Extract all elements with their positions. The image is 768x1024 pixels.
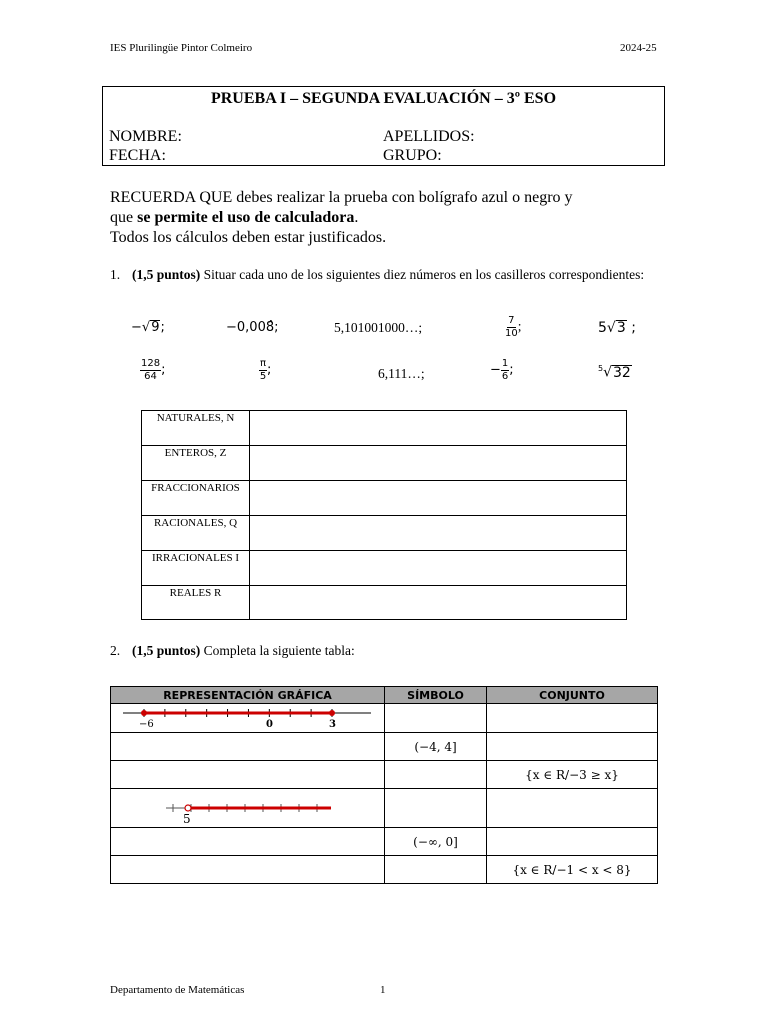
reminder-line-2: que se permite el uso de calculadora. (110, 209, 359, 226)
table-row (142, 586, 627, 620)
set-cell (487, 828, 658, 856)
table-row (111, 761, 658, 789)
set-cell: {x ∈ R/−3 ≥ x} (487, 761, 658, 789)
school-name: IES Plurilingüe Pintor Colmeiro (110, 42, 253, 54)
table-row (142, 516, 627, 551)
school-year: 2024-25 (620, 42, 657, 54)
question-1-points: (1,5 puntos) (132, 267, 201, 282)
nombre-label: NOMBRE: (109, 128, 182, 145)
set-answer-cell[interactable] (250, 551, 627, 586)
header-graphic: REPRESENTACIÓN GRÁFICA (111, 687, 385, 704)
number-pi-5: $\frac{\pi}{5}$ ; (259, 358, 272, 382)
set-answer-cell[interactable] (250, 586, 627, 620)
graphic-cell (111, 828, 385, 856)
table-row (111, 733, 658, 761)
set-answer-cell[interactable] (250, 481, 627, 516)
set-answer-cell[interactable] (250, 516, 627, 551)
set-cell (487, 733, 658, 761)
set-cell (487, 789, 658, 828)
graphic-cell (111, 856, 385, 884)
table-row (142, 411, 627, 446)
set-label: FRACCIONARIOS (142, 481, 250, 516)
symbol-cell: (−∞, 0] (385, 828, 487, 856)
number-6111: 6,111…; (378, 366, 425, 381)
title-box (102, 86, 665, 166)
set-label: NATURALES, N (142, 411, 250, 446)
graphic-cell (111, 789, 385, 828)
set-label: ENTEROS, Z (142, 446, 250, 481)
number-5101001000: 5,101001000…; (334, 320, 423, 335)
closed-endpoint (329, 710, 335, 716)
page-number: 1 (380, 984, 386, 996)
header-set: CONJUNTO (487, 687, 658, 704)
reminder (110, 188, 670, 248)
grupo-label: GRUPO: (383, 147, 442, 164)
number-128-64: $\frac{128}{64}$ ; (141, 358, 166, 382)
question-1-text: Situar cada uno de los siguientes diez números en los casilleros correspondientes: (200, 267, 645, 282)
number-sets-table (141, 410, 627, 620)
fecha-label: FECHA: (109, 147, 166, 164)
table-row (142, 446, 627, 481)
label-0: 0 (266, 719, 273, 730)
label-3: 3 (329, 719, 336, 730)
table-row (111, 828, 658, 856)
label-neg6: −6 (139, 719, 154, 730)
set-answer-cell[interactable] (250, 446, 627, 481)
set-label: REALES R (142, 586, 250, 620)
table-row (142, 481, 627, 516)
set-cell: {x ∈ R/−1 < x < 8} (487, 856, 658, 884)
number-neg-sqrt9: −√9; (131, 320, 165, 335)
exam-title: PRUEBA I – SEGUNDA EVALUACIÓN – 3º ESO (210, 90, 557, 107)
reminder-line-3: Todos los cálculos deben estar justificados. (110, 229, 387, 246)
calculator-note: se permite el uso de calculadora (137, 209, 355, 226)
set-answer-cell[interactable] (250, 411, 627, 446)
symbol-cell (385, 761, 487, 789)
question-1-number: 1. (110, 267, 121, 282)
number-line-open-5 (111, 790, 381, 826)
number-root5-32: $^5$√32 (598, 364, 631, 381)
number-neg-1-6: − $\frac{1}{6}$ ; (490, 358, 514, 382)
question-2-number: 2. (110, 643, 121, 658)
header-symbol: SÍMBOLO (385, 687, 487, 704)
reminder-line-1: RECUERDA QUE debes realizar la prueba con bolígrafo azul o negro y (110, 189, 573, 206)
closed-endpoint (141, 710, 147, 716)
intervals-table (110, 686, 658, 884)
symbol-cell: (−4, 4] (385, 733, 487, 761)
question-1 (110, 266, 658, 283)
question-2 (110, 642, 355, 659)
table-row (111, 789, 658, 828)
table-row (111, 856, 658, 884)
apellidos-label: APELLIDOS: (383, 128, 475, 145)
question-2-points: (1,5 puntos) (132, 643, 201, 658)
graphic-cell (111, 761, 385, 789)
table-row (111, 704, 658, 733)
number-5sqrt3: 5√3 ; (598, 320, 636, 336)
table-row (142, 551, 627, 586)
symbol-cell (385, 856, 487, 884)
symbol-cell (385, 789, 487, 828)
footer-department: Departamento de Matemáticas (110, 984, 245, 996)
set-cell (487, 704, 658, 733)
symbol-cell (385, 704, 487, 733)
number-neg-0008: −0,008̂; (226, 320, 279, 335)
open-endpoint (185, 805, 191, 811)
set-label: IRRACIONALES I (142, 551, 250, 586)
question-2-text: Completa la siguiente tabla: (200, 643, 355, 658)
number-line-neg6-3 (111, 704, 381, 732)
set-label: RACIONALES, Q (142, 516, 250, 551)
label-5: 5 (183, 812, 191, 826)
graphic-cell (111, 704, 385, 733)
number-7-10: $\frac{7}{10}$ ; (505, 315, 522, 339)
graphic-cell (111, 733, 385, 761)
